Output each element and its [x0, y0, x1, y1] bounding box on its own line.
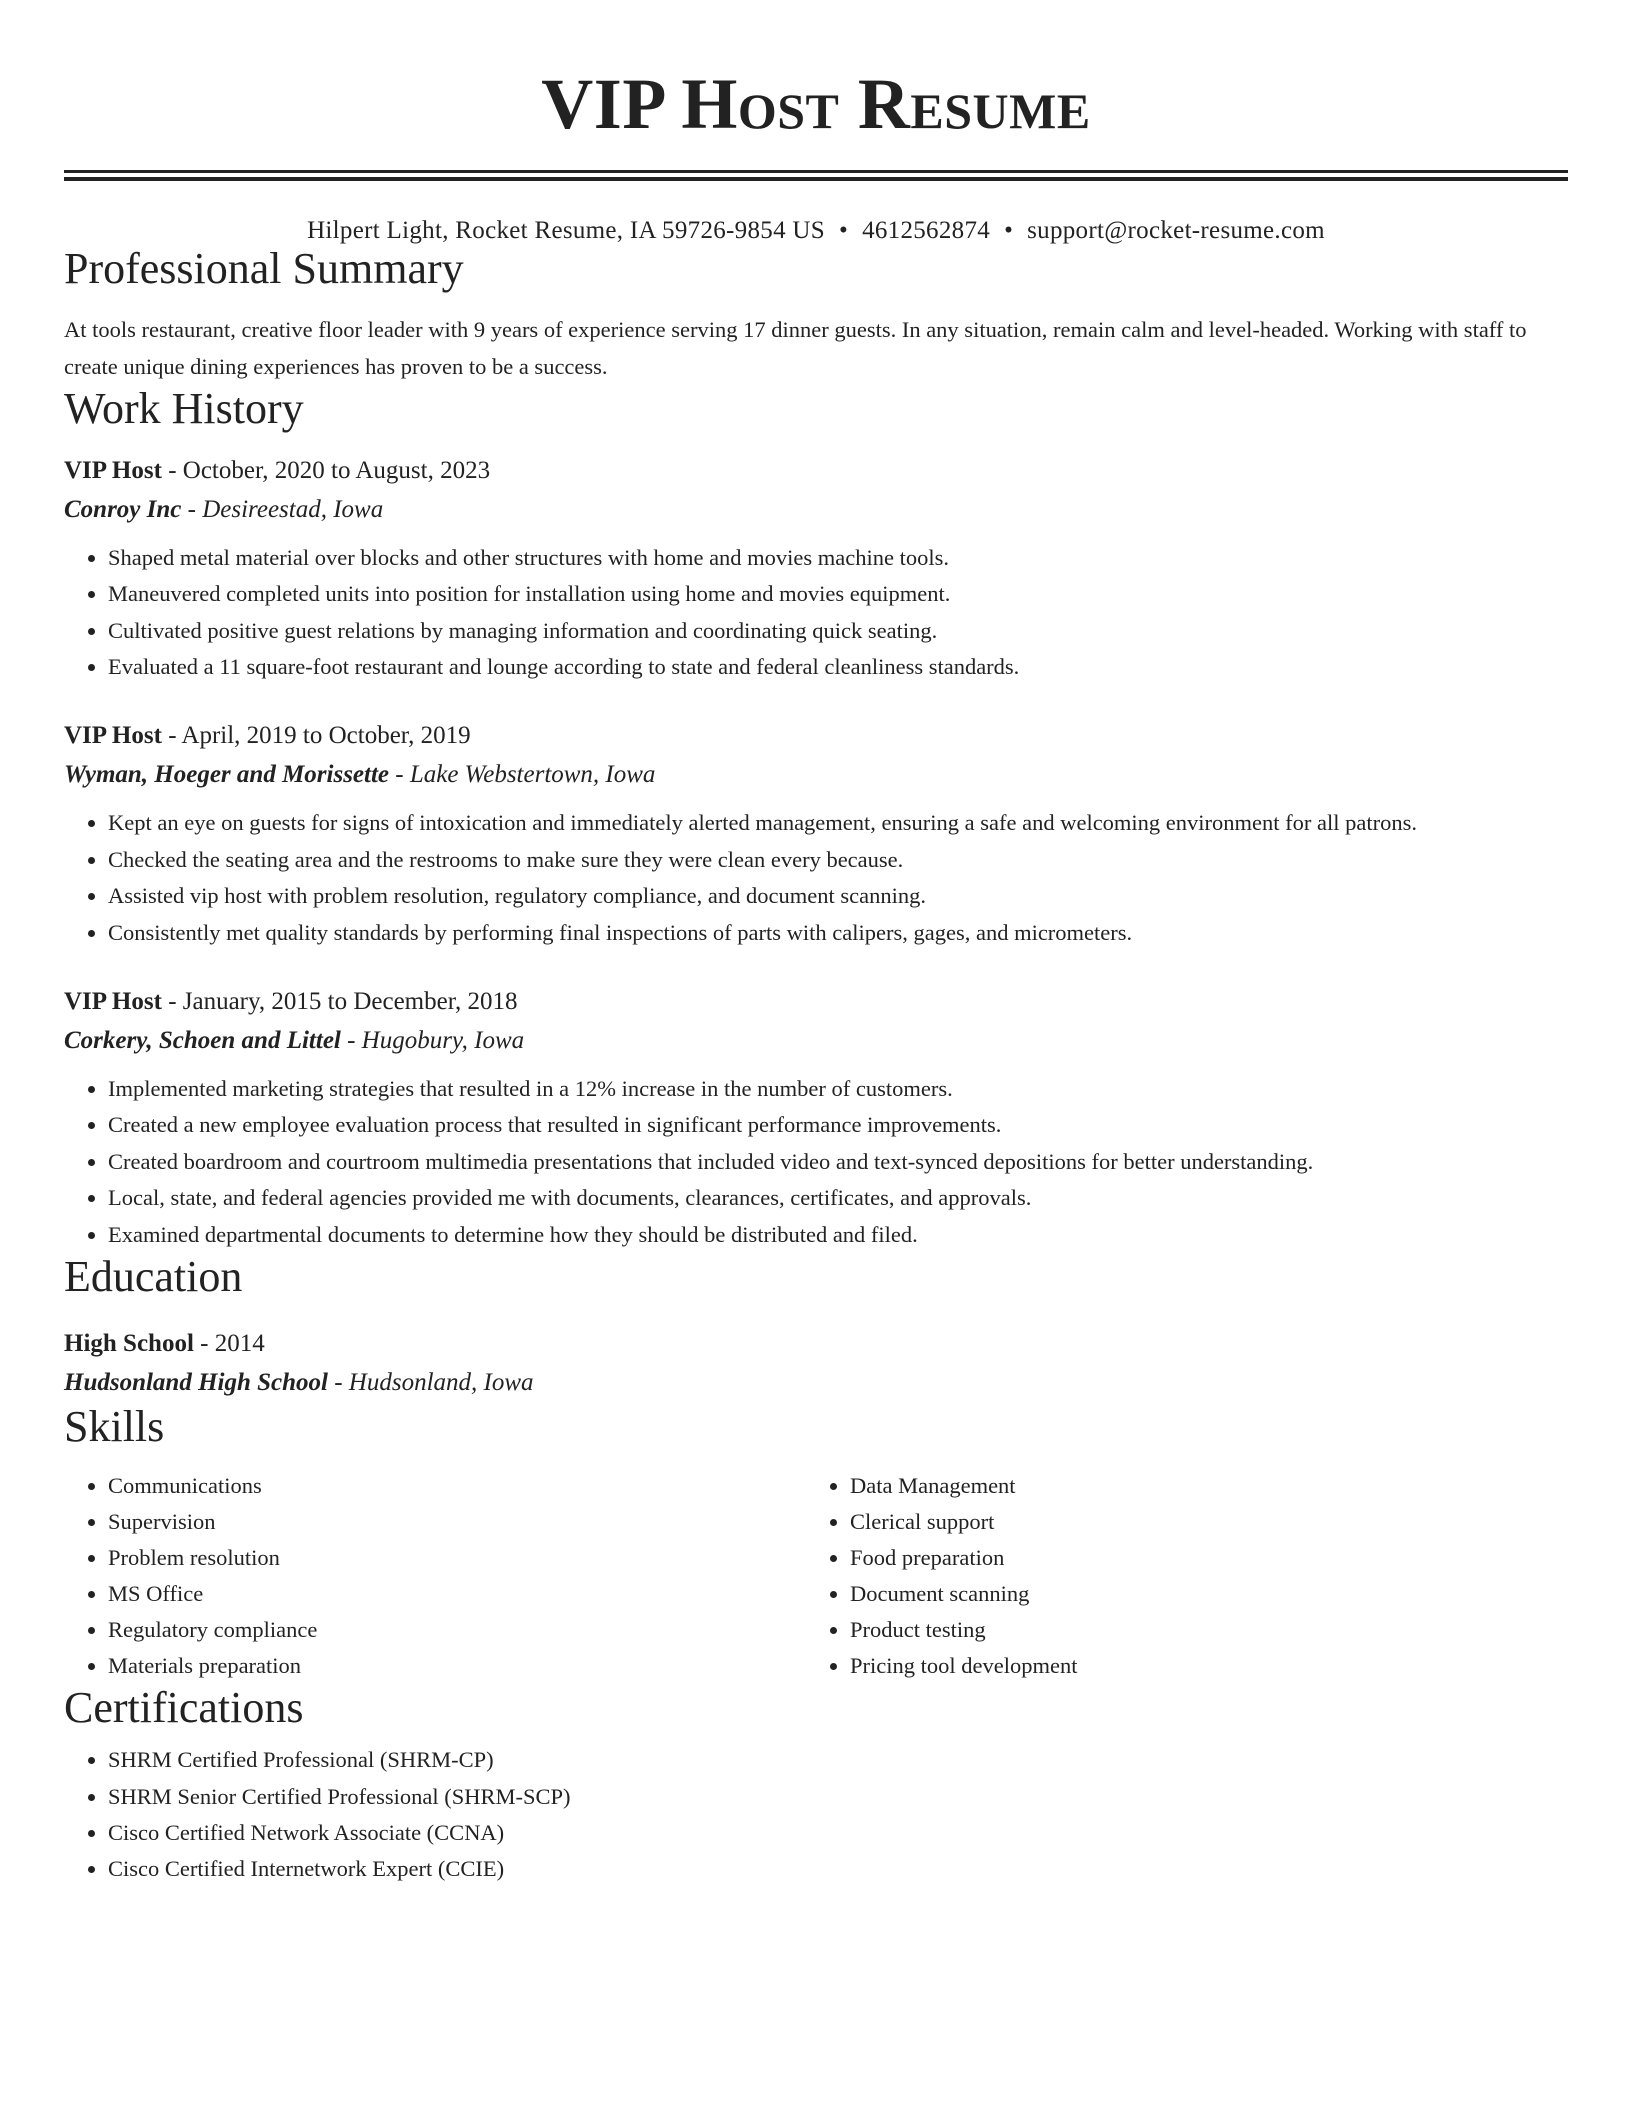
- job-bullet: • Created a new employee evaluation process that resulted in significant performance improvements.: [108, 1107, 1568, 1143]
- skills-right-column: [806, 1468, 1548, 1684]
- job-bullet: • Shaped metal material over blocks and other structures with home and movies machine tools.: [108, 540, 1568, 576]
- job-bullet: • Cultivated positive guest relations by managing information and coordinating quick seating.: [108, 613, 1568, 649]
- school-line: [64, 1363, 1568, 1403]
- skills-heading: Skills: [64, 1402, 165, 1452]
- certifications-list: [64, 1742, 1568, 1888]
- skill-item: • Food preparation: [850, 1540, 1548, 1576]
- resume-page: [64, 0, 1568, 1888]
- skills-left-column: [64, 1468, 806, 1684]
- school-name: Hudsonland High School: [64, 1369, 328, 1397]
- company-location: - Lake Webstertown, Iowa: [389, 761, 656, 789]
- job-title-line: [64, 717, 1568, 755]
- skill-item: • Problem resolution: [108, 1540, 806, 1576]
- company-line: [64, 490, 1568, 530]
- company-line: [64, 1021, 1568, 1061]
- job-title: VIP Host: [64, 988, 162, 1016]
- job-bullet: • Created boardroom and courtroom multimedia presentations that included video and text-synced depositions for better understanding.: [108, 1144, 1568, 1180]
- contact-separator: •: [1004, 217, 1014, 244]
- certification-item: • SHRM Certified Professional (SHRM-CP): [108, 1742, 1568, 1778]
- job-title: VIP Host: [64, 456, 162, 484]
- title-divider: [64, 170, 1568, 181]
- job-dates: - October, 2020 to August, 2023: [161, 456, 491, 484]
- school-location: - Hudsonland, Iowa: [327, 1369, 534, 1397]
- degree-line: [64, 1325, 1568, 1363]
- job-title: VIP Host: [64, 722, 162, 750]
- job-bullet: • Consistently met quality standards by performing final inspections of parts with calipers, gages, and micrometers.: [108, 915, 1568, 951]
- company-name: Corkery, Schoen and Littel: [64, 1027, 341, 1055]
- skill-item: • Data Management: [850, 1468, 1548, 1504]
- certification-item: • Cisco Certified Internetwork Expert (CCIE): [108, 1851, 1568, 1887]
- certification-item: • SHRM Senior Certified Professional (SHRM-SCP): [108, 1779, 1568, 1815]
- work-history-heading: Work History: [64, 384, 304, 434]
- job-bullets: [64, 1071, 1568, 1253]
- skill-item: • Supervision: [108, 1504, 806, 1540]
- company-name: Wyman, Hoeger and Morissette: [64, 761, 390, 789]
- summary-heading: Professional Summary: [64, 244, 464, 293]
- job-bullet: • Kept an eye on guests for signs of intoxication and immediately alerted management, ensuring a safe and welcoming environment for all patrons.: [108, 805, 1568, 841]
- degree: High School: [64, 1330, 194, 1358]
- certifications-heading: Certifications: [64, 1682, 304, 1732]
- skill-item: • MS Office: [108, 1576, 806, 1612]
- skill-item: • Pricing tool development: [850, 1648, 1548, 1684]
- job-entry: [64, 717, 1568, 951]
- job-bullet: • Implemented marketing strategies that resulted in a 12% increase in the number of customers.: [108, 1071, 1568, 1107]
- skill-item: • Product testing: [850, 1612, 1548, 1648]
- company-name: Conroy Inc: [64, 495, 182, 523]
- skill-item: • Materials preparation: [108, 1648, 806, 1684]
- job-dates: - April, 2019 to October, 2019: [161, 722, 471, 750]
- job-title-line: [64, 452, 1568, 490]
- certification-item: • Cisco Certified Network Associate (CCNA): [108, 1815, 1568, 1851]
- company-location: - Desireestad, Iowa: [181, 495, 384, 523]
- skill-item: • Regulatory compliance: [108, 1612, 806, 1648]
- contact-email: support@rocket-resume.com: [1027, 217, 1325, 244]
- contact-phone: 4612562874: [862, 217, 991, 244]
- skills-columns: [64, 1468, 1568, 1684]
- skill-item: • Communications: [108, 1468, 806, 1504]
- job-bullet: • Examined departmental documents to determine how they should be distributed and filed.: [108, 1217, 1568, 1253]
- job-bullet: • Evaluated a 11 square-foot restaurant and lounge according to state and federal cleanliness standards.: [108, 649, 1568, 685]
- job-dates: - January, 2015 to December, 2018: [161, 988, 518, 1016]
- education-entry: [64, 1325, 1568, 1403]
- contact-separator: •: [839, 217, 849, 244]
- job-bullet: • Maneuvered completed units into position for installation using home and movies equipment.: [108, 576, 1568, 612]
- summary-text: At tools restaurant, creative floor leader with 9 years of experience serving 17 dinner guests. In any situation, remain calm and level-headed. Working with staff to create unique dining experiences has proven to be a success.: [64, 317, 1527, 380]
- company-location: - Hugobury, Iowa: [340, 1027, 525, 1055]
- job-bullets: [64, 540, 1568, 686]
- page-title: VIP Host Resume: [541, 64, 1091, 144]
- company-line: [64, 755, 1568, 795]
- graduation-year: - 2014: [193, 1330, 265, 1358]
- job-title-line: [64, 983, 1568, 1021]
- job-entry: [64, 983, 1568, 1253]
- skill-item: • Document scanning: [850, 1576, 1548, 1612]
- contact-address: Hilpert Light, Rocket Resume, IA 59726-9854 US: [307, 217, 825, 244]
- job-bullet: • Checked the seating area and the restrooms to make sure they were clean every because.: [108, 842, 1568, 878]
- job-entry: [64, 452, 1568, 686]
- skill-item: • Clerical support: [850, 1504, 1548, 1540]
- job-bullet: • Local, state, and federal agencies provided me with documents, clearances, certificates, and approvals.: [108, 1180, 1568, 1216]
- education-heading: Education: [64, 1252, 243, 1302]
- job-bullets: [64, 805, 1568, 951]
- contact-line: [64, 217, 1568, 245]
- job-bullet: • Assisted vip host with problem resolution, regulatory compliance, and document scanning.: [108, 878, 1568, 914]
